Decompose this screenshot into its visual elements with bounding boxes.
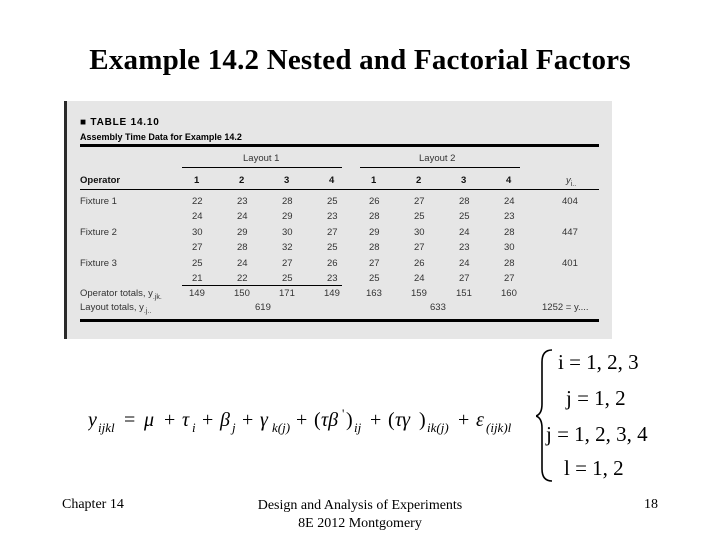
- svg-text:+: +: [296, 409, 308, 431]
- row-label: Fixture 2: [80, 227, 117, 238]
- table-cell: 27: [327, 227, 338, 238]
- table-cell: 24: [237, 258, 248, 269]
- layout2-total: 633: [430, 302, 446, 313]
- layout2-header: Layout 2: [419, 153, 456, 164]
- layout1-header: Layout 1: [243, 153, 280, 164]
- svg-text:k(j): k(j): [272, 420, 291, 435]
- svg-text:ij: ij: [354, 420, 362, 435]
- slide-title: Example 14.2 Nested and Factorial Factors: [89, 44, 631, 76]
- footer-chapter: Chapter 14: [62, 497, 124, 512]
- table-cell: 27: [282, 258, 293, 269]
- table-cell: 30: [282, 227, 293, 238]
- operator-number: 4: [506, 175, 512, 186]
- svg-text:(ijk)l: (ijk)l: [486, 420, 512, 435]
- svg-text:y: y: [88, 409, 97, 431]
- table-cell: 27: [192, 242, 203, 253]
- operator-number: 2: [239, 175, 245, 186]
- svg-text:τβ: τβ: [321, 409, 339, 431]
- table-cell: 30: [414, 227, 425, 238]
- svg-text:ik(j): ik(j): [427, 420, 449, 435]
- table-cell: 28: [282, 196, 293, 207]
- operator-total: 163: [366, 288, 382, 299]
- table-bottom-rule: [80, 319, 599, 322]
- svg-text:τ: τ: [182, 409, 190, 431]
- case-j-operator: j = 1, 2, 3, 4: [546, 422, 648, 446]
- table-cell: 28: [369, 242, 380, 253]
- operator-total: 149: [189, 288, 205, 299]
- operator-total: 159: [411, 288, 427, 299]
- table-cell: 22: [237, 273, 248, 284]
- svg-text:β: β: [220, 409, 230, 431]
- operator-totals-label: Operator totals, $y_{.jk.}$: [80, 288, 162, 301]
- fixture-total: 447: [562, 227, 578, 238]
- table-cell: 27: [504, 273, 515, 284]
- operator-total: 149: [324, 288, 340, 299]
- svg-text:ijkl: ijkl: [98, 420, 115, 435]
- assembly-time-table: [64, 101, 612, 339]
- table-number: ■ TABLE 14.10: [80, 117, 160, 128]
- table-cell: 32: [282, 242, 293, 253]
- layout2-rule: [360, 167, 520, 168]
- table-cell: 24: [459, 258, 470, 269]
- table-cell: 23: [237, 196, 248, 207]
- svg-text:): ): [419, 409, 426, 431]
- header-rule: [80, 189, 599, 190]
- table-cell: 25: [282, 273, 293, 284]
- table-cell: 26: [369, 196, 380, 207]
- table-cell: 23: [327, 211, 338, 222]
- model-equation: [88, 396, 548, 451]
- table-cell: 26: [327, 258, 338, 269]
- totals-rule-left: [182, 285, 342, 286]
- svg-text:μ: μ: [144, 409, 155, 431]
- layout-totals-label: Layout totals, $y_{.j..}$: [80, 302, 152, 315]
- svg-text:+: +: [370, 409, 382, 431]
- table-caption: Assembly Time Data for Example 14.2: [80, 132, 242, 142]
- operator-number: 3: [284, 175, 290, 186]
- grand-total: 1252 = y....: [542, 302, 589, 313]
- footer-book-edition: 8E 2012 Montgomery: [298, 516, 422, 531]
- svg-text:': ': [342, 406, 345, 421]
- footer-book-title: Design and Analysis of Experiments: [257, 498, 463, 513]
- fixture-total: 404: [562, 196, 578, 207]
- operator-header: Operator: [80, 175, 121, 186]
- svg-text:+: +: [164, 409, 176, 431]
- table-cell: 27: [414, 242, 425, 253]
- svg-text:(: (: [314, 409, 321, 431]
- table-cell: 30: [504, 242, 515, 253]
- layout1-rule: [182, 167, 342, 168]
- svg-text:+: +: [242, 409, 254, 431]
- model-equation-svg: [88, 396, 548, 446]
- table-cell: 27: [414, 196, 425, 207]
- table-cell: 29: [369, 227, 380, 238]
- operator-number: 3: [461, 175, 467, 186]
- row-label: Fixture 1: [80, 196, 117, 207]
- svg-text:+: +: [202, 409, 214, 431]
- table-cell: 25: [192, 258, 203, 269]
- table-cell: 22: [192, 196, 203, 207]
- table-cell: 23: [327, 273, 338, 284]
- table-cell: 25: [327, 196, 338, 207]
- table-cell: 29: [282, 211, 293, 222]
- table-cell: 25: [414, 211, 425, 222]
- table-cell: 28: [504, 227, 515, 238]
- operator-number: 4: [329, 175, 335, 186]
- layout1-total: 619: [255, 302, 271, 313]
- operator-total: 171: [279, 288, 295, 299]
- table-cell: 26: [414, 258, 425, 269]
- table-top-rule: [80, 144, 599, 147]
- table-cell: 24: [414, 273, 425, 284]
- operator-total: 160: [501, 288, 517, 299]
- table-cell: 23: [459, 242, 470, 253]
- case-i: i = 1, 2, 3: [558, 350, 639, 374]
- yi-header: $y_{i..}$: [566, 175, 577, 188]
- table-left-border: [64, 101, 67, 339]
- row-label: Fixture 3: [80, 258, 117, 269]
- svg-text:j: j: [232, 420, 236, 435]
- case-l: l = 1, 2: [564, 456, 624, 480]
- case-j-layout: j = 1, 2: [566, 386, 626, 410]
- svg-text:ε: ε: [476, 409, 484, 431]
- operator-number: 2: [416, 175, 422, 186]
- table-cell: 25: [369, 273, 380, 284]
- table-cell: 25: [459, 211, 470, 222]
- table-cell: 28: [459, 196, 470, 207]
- table-cell: 24: [192, 211, 203, 222]
- operator-number: 1: [194, 175, 200, 186]
- index-ranges: [536, 348, 676, 483]
- table-cell: 28: [369, 211, 380, 222]
- table-cell: 25: [327, 242, 338, 253]
- svg-text:): ): [346, 409, 353, 431]
- table-cell: 24: [459, 227, 470, 238]
- table-cell: 28: [504, 258, 515, 269]
- footer-book: [0, 497, 720, 533]
- table-cell: 30: [192, 227, 203, 238]
- svg-text:(: (: [388, 409, 395, 431]
- operator-total: 151: [456, 288, 472, 299]
- table-cell: 27: [369, 258, 380, 269]
- svg-text:+: +: [458, 409, 470, 431]
- svg-text:γ: γ: [260, 409, 268, 431]
- table-cell: 27: [459, 273, 470, 284]
- operator-total: 150: [234, 288, 250, 299]
- footer-page-number: 18: [644, 497, 658, 512]
- fixture-total: 401: [562, 258, 578, 269]
- svg-text:=: =: [124, 409, 136, 431]
- svg-text:τγ: τγ: [395, 409, 411, 431]
- table-cell: 21: [192, 273, 203, 284]
- operator-number: 1: [371, 175, 377, 186]
- svg-text:i: i: [192, 420, 196, 435]
- table-cell: 29: [237, 227, 248, 238]
- table-cell: 28: [237, 242, 248, 253]
- table-cell: 23: [504, 211, 515, 222]
- table-cell: 24: [237, 211, 248, 222]
- brace-icon: [536, 348, 558, 483]
- table-cell: 24: [504, 196, 515, 207]
